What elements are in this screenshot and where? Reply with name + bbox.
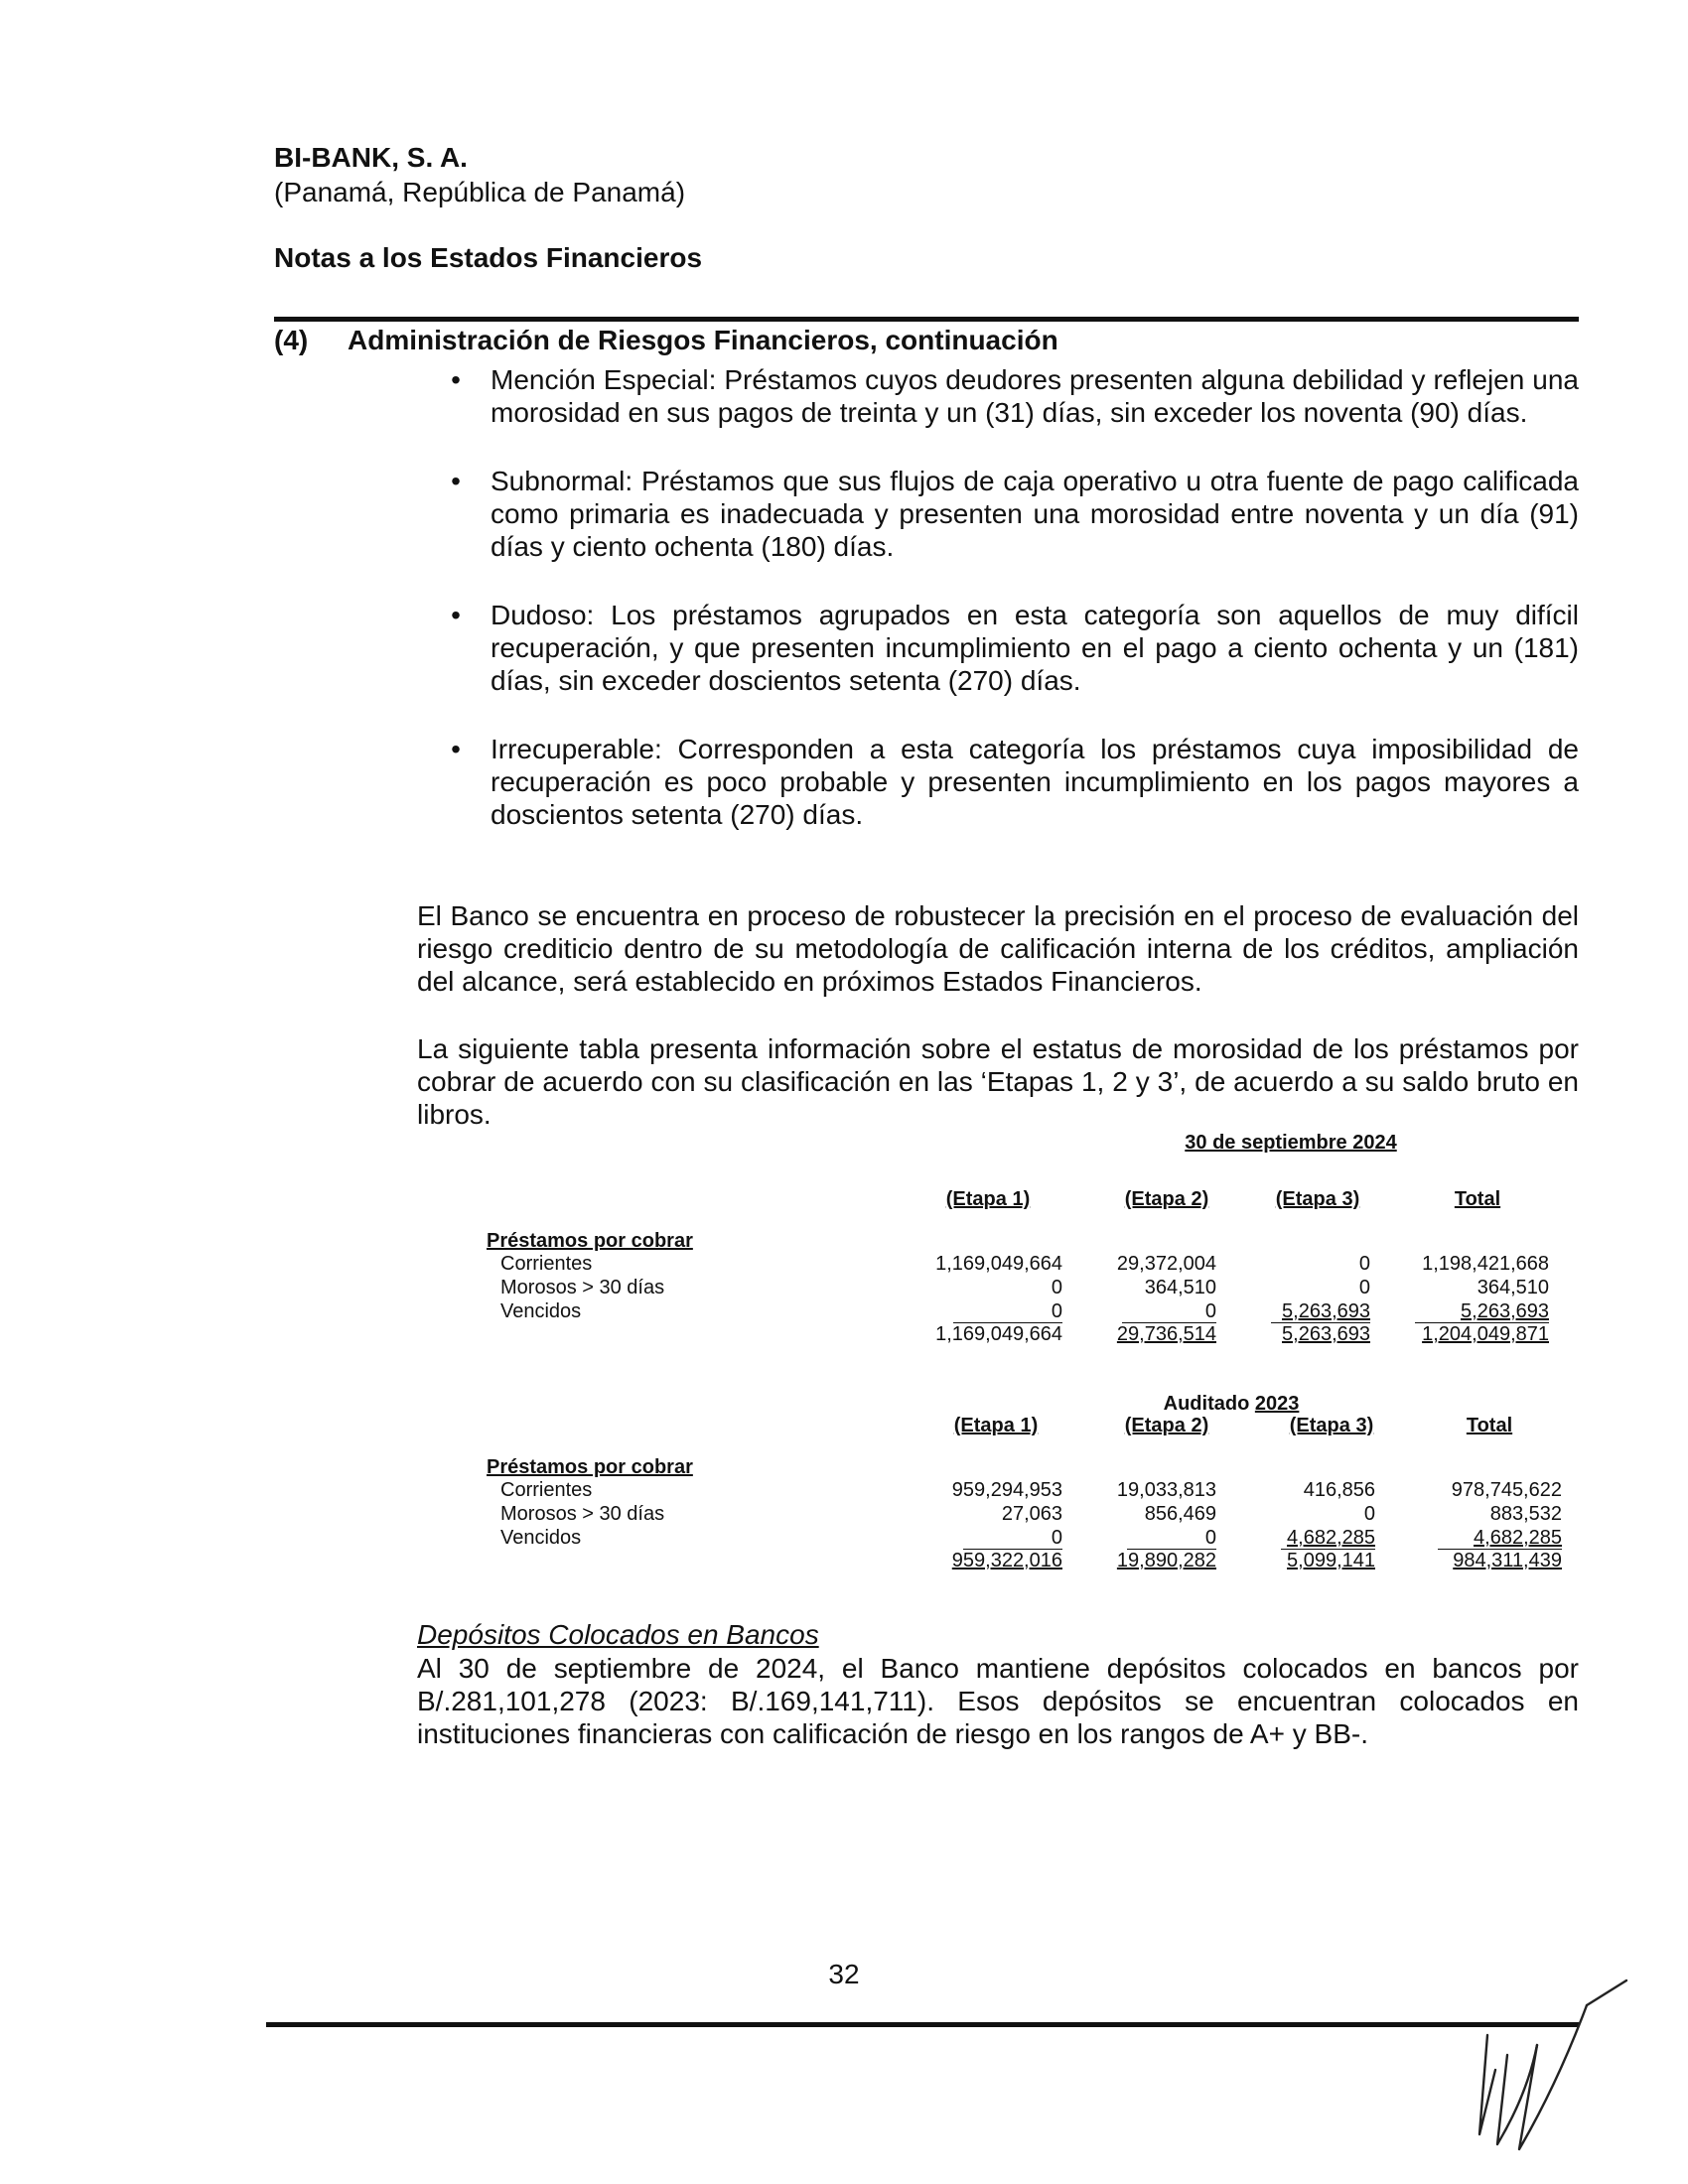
table-cell: 978,745,622 [1451, 1479, 1562, 1501]
row-label: Morosos > 30 días [500, 1503, 665, 1525]
total-cell: 1,169,049,664 [935, 1323, 1062, 1345]
risk-category-list [441, 363, 1579, 867]
table-cell: 4,682,285 [1287, 1527, 1375, 1549]
row-label: Morosos > 30 días [500, 1277, 665, 1298]
bullet-icon: • [451, 466, 461, 496]
table-cell: 0 [1051, 1527, 1062, 1549]
column-header: Total [1466, 1415, 1513, 1436]
bullet-icon: • [451, 364, 461, 395]
period-year: 2023 [1254, 1393, 1300, 1415]
bullet-text: Subnormal: Préstamos que sus flujos de caja operativo u otra fuente de pago calificada como primaria es inadecuada y presenten una morosidad entre noventa y un día (91) días y ciento ochenta (180) días. [491, 466, 1579, 562]
total-cell: 29,736,514 [1116, 1323, 1216, 1345]
column-header: (Etapa 1) [953, 1415, 1039, 1436]
table-cell: 0 [1358, 1277, 1370, 1298]
bullet-icon: • [451, 600, 461, 630]
table-cell: 29,372,004 [1116, 1253, 1216, 1275]
table-cell: 27,063 [1001, 1503, 1062, 1525]
loan-status-table-2023 [487, 1393, 1579, 1591]
table-cell: 0 [1358, 1253, 1370, 1275]
table-cell: 416,856 [1303, 1479, 1375, 1501]
paragraph-methodology: El Banco se encuentra en proceso de robustecer la precisión en el proceso de evaluación del riesgo crediticio dentro de su metodología de calificación interna de los créditos, ampliación del alcance, será establecido en próximos Estados Financieros. [417, 900, 1579, 997]
period-prefix: Auditado [1163, 1393, 1250, 1415]
column-header: (Etapa 2) [1124, 1415, 1209, 1436]
table-cell: 0 [1051, 1300, 1062, 1322]
total-cell: 959,322,016 [951, 1550, 1062, 1571]
table-cell: 19,033,813 [1116, 1479, 1216, 1501]
bullet-icon: • [451, 734, 461, 764]
bullet-text: Dudoso: Los préstamos agrupados en esta categoría son aquellos de muy difícil recuperación, y que presenten incumplimiento en el pago a ciento ochenta y un (181) días, sin exceder doscientos setenta (270) días. [491, 600, 1579, 696]
bullet-text: Irrecuperable: Corresponden a esta categoría los préstamos cuya imposibilidad de recuperación es poco probable y presenten incumplimiento en los pagos mayores a doscientos setenta (270) días. [491, 734, 1579, 830]
notes-title: Notas a los Estados Financieros [274, 242, 703, 273]
group-label: Préstamos por cobrar [487, 1456, 693, 1478]
table-cell: 856,469 [1144, 1503, 1216, 1525]
company-location: (Panamá, República de Panamá) [274, 177, 686, 207]
table-period [1122, 1393, 1340, 1416]
row-label: Vencidos [500, 1300, 582, 1322]
list-item [441, 599, 1579, 697]
row-label: Corrientes [500, 1253, 593, 1275]
table-cell: 0 [1363, 1503, 1375, 1525]
table-cell: 959,294,953 [951, 1479, 1062, 1501]
page-number: 32 [828, 1959, 860, 1989]
column-header: (Etapa 3) [1289, 1415, 1374, 1436]
table-cell: 1,198,421,668 [1422, 1253, 1549, 1275]
column-header: (Etapa 2) [1124, 1188, 1209, 1210]
total-cell: 5,099,141 [1287, 1550, 1375, 1571]
column-header: (Etapa 1) [945, 1188, 1031, 1210]
table-cell: 5,263,693 [1282, 1300, 1370, 1322]
list-item [441, 733, 1579, 831]
signature-stroke [1587, 1980, 1626, 2005]
bullet-text: Mención Especial: Préstamos cuyos deudores presenten alguna debilidad y reflejen una morosidad en sus pagos de treinta y un (31) días, sin exceder los noventa (90) días. [491, 364, 1579, 428]
table-cell: 0 [1051, 1277, 1062, 1298]
header-rule [274, 317, 1579, 322]
table-period: 30 de septiembre 2024 [1185, 1132, 1397, 1154]
deposits-subtitle: Depósitos Colocados en Bancos [417, 1619, 819, 1650]
paragraph-table-intro: La siguiente tabla presenta información sobre el estatus de morosidad de los préstamos por cobrar de acuerdo con su clasificación en las ‘Etapas 1, 2 y 3’, de acuerdo a su saldo bruto en libros. [417, 1033, 1579, 1130]
loan-status-table-2024 [487, 1132, 1579, 1360]
signature-stroke [1479, 2035, 1495, 2134]
list-item [441, 465, 1579, 563]
row-label: Vencidos [500, 1527, 582, 1549]
group-label: Préstamos por cobrar [487, 1230, 693, 1252]
section-number: (4) [274, 325, 309, 355]
table-cell: 0 [1204, 1527, 1216, 1549]
total-cell: 19,890,282 [1116, 1550, 1216, 1571]
footer-rule [266, 2022, 1579, 2027]
table-cell: 364,510 [1477, 1277, 1549, 1298]
table-cell: 364,510 [1144, 1277, 1216, 1298]
total-cell: 5,263,693 [1282, 1323, 1370, 1345]
signature-initials [1468, 1976, 1646, 2164]
table-cell: 5,263,693 [1461, 1300, 1549, 1322]
column-header: Total [1454, 1188, 1501, 1210]
section-title: Administración de Riesgos Financieros, continuación [348, 325, 1058, 355]
column-header: (Etapa 3) [1275, 1188, 1360, 1210]
row-label: Corrientes [500, 1479, 593, 1501]
paragraph-deposits: Al 30 de septiembre de 2024, el Banco mantiene depósitos colocados en bancos por B/.281,101,278 (2023: B/.169,141,711). Esos depósitos se encuentran colocados en instituciones financieras con calificación de riesgo en los rangos de A+ y BB-. [417, 1653, 1579, 1749]
table-cell: 883,532 [1489, 1503, 1562, 1525]
list-item [441, 363, 1579, 429]
company-name: BI-BANK, S. A. [274, 142, 468, 173]
table-cell: 1,169,049,664 [935, 1253, 1062, 1275]
table-cell: 4,682,285 [1474, 1527, 1562, 1549]
table-cell: 0 [1204, 1300, 1216, 1322]
total-cell: 984,311,439 [1453, 1550, 1562, 1571]
total-cell: 1,204,049,871 [1422, 1323, 1549, 1345]
